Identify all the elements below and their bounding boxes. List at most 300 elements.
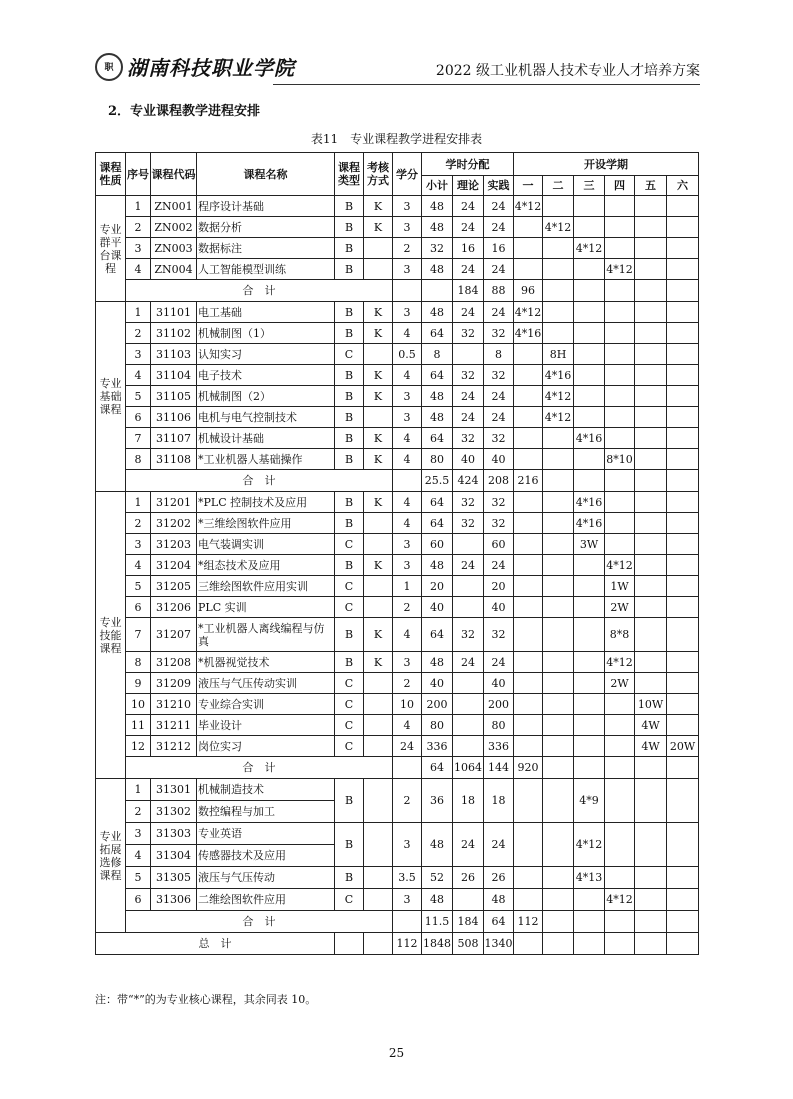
sem-6-cell — [667, 323, 699, 344]
subtotal-value: 112 — [514, 911, 543, 933]
sem-6-cell — [667, 576, 699, 597]
type-cell: B — [335, 823, 364, 867]
code-cell: 31301 — [151, 779, 197, 801]
sem-cell — [667, 757, 699, 779]
sem-2-cell: 8H — [543, 344, 574, 365]
sem-4-cell — [605, 534, 635, 555]
sem-cell — [605, 470, 635, 492]
sem-6-cell — [667, 889, 699, 911]
category-cell: 专业拓展选修课程 — [96, 779, 126, 933]
sem-1-cell — [514, 889, 543, 911]
credit-cell: 0.5 — [393, 344, 422, 365]
seq-cell: 7 — [126, 618, 151, 652]
sem-2-cell — [543, 492, 574, 513]
sem-1-cell — [514, 217, 543, 238]
hours-total-cell: 48 — [422, 302, 453, 323]
sem-5-cell — [635, 673, 667, 694]
sem-5-cell — [635, 323, 667, 344]
table-row — [96, 323, 699, 344]
exam-cell — [364, 407, 393, 428]
seq-cell: 3 — [126, 823, 151, 845]
sem-4-cell: 8*10 — [605, 449, 635, 470]
sem-1-cell — [514, 365, 543, 386]
subtotal-value: 96 — [514, 280, 543, 302]
seq-cell: 5 — [126, 576, 151, 597]
table-row — [96, 779, 699, 801]
code-cell: 31107 — [151, 428, 197, 449]
sem-1-cell — [514, 673, 543, 694]
school-logo — [95, 52, 295, 81]
sem-4-cell — [605, 715, 635, 736]
sem-6-cell — [667, 344, 699, 365]
sem-2-cell — [543, 652, 574, 673]
sem-6-cell — [667, 673, 699, 694]
code-cell: 31203 — [151, 534, 197, 555]
type-cell: B — [335, 386, 364, 407]
sem-4-cell — [605, 694, 635, 715]
hours-practice-cell: 24 — [484, 823, 514, 867]
subtotal-label: 合 计 — [126, 470, 393, 492]
exam-cell — [364, 259, 393, 280]
sem-cell — [667, 470, 699, 492]
subtotal-label: 合 计 — [126, 280, 393, 302]
code-cell: 31108 — [151, 449, 197, 470]
sem-3-cell — [574, 302, 605, 323]
subtotal-value: 216 — [514, 470, 543, 492]
col-sem-3: 三 — [574, 176, 605, 196]
hours-theory-cell: 16 — [453, 238, 484, 259]
credit-cell: 4 — [393, 428, 422, 449]
sem-6-cell — [667, 238, 699, 259]
seq-cell: 8 — [126, 652, 151, 673]
sem-5-cell — [635, 823, 667, 867]
exam-cell — [364, 238, 393, 259]
exam-cell: K — [364, 196, 393, 217]
sem-6-cell — [667, 823, 699, 867]
hours-total-cell: 32 — [422, 238, 453, 259]
total-value: 508 — [453, 933, 484, 955]
seq-cell: 4 — [126, 365, 151, 386]
sem-cell — [514, 933, 543, 955]
sem-cell — [574, 470, 605, 492]
subtotal-value: 184 — [453, 911, 484, 933]
hours-practice-cell: 24 — [484, 259, 514, 280]
course-name-cell: 机械制造技术 — [197, 779, 335, 801]
hours-theory-cell — [453, 694, 484, 715]
course-name-cell: *PLC 控制技术及应用 — [197, 492, 335, 513]
code-cell: 31103 — [151, 344, 197, 365]
table-row — [96, 513, 699, 534]
sem-2-cell — [543, 449, 574, 470]
hours-theory-cell: 24 — [453, 217, 484, 238]
type-cell: B — [335, 217, 364, 238]
course-name-cell: *工业机器人离线编程与仿真 — [197, 618, 335, 652]
exam-cell — [393, 470, 422, 492]
code-cell: 31211 — [151, 715, 197, 736]
sem-6-cell — [667, 492, 699, 513]
sem-6-cell — [667, 302, 699, 323]
credit-cell: 3 — [393, 217, 422, 238]
credit-cell: 10 — [393, 694, 422, 715]
sem-cell — [543, 911, 574, 933]
school-name: 湖南科技职业学院 — [127, 56, 295, 80]
category-cell: 专业群平台课程 — [96, 196, 126, 302]
credit-cell: 3.5 — [393, 867, 422, 889]
type-cell: B — [335, 492, 364, 513]
exam-cell: K — [364, 449, 393, 470]
exam-cell: K — [364, 555, 393, 576]
code-cell: 31202 — [151, 513, 197, 534]
hours-theory-cell: 24 — [453, 407, 484, 428]
col-semester: 开设学期 — [514, 153, 699, 176]
page-header — [95, 52, 700, 88]
hours-total-cell: 48 — [422, 652, 453, 673]
code-cell: 31206 — [151, 597, 197, 618]
col-code: 课程代码 — [151, 153, 197, 196]
seq-cell: 3 — [126, 238, 151, 259]
code-cell: 31106 — [151, 407, 197, 428]
hours-practice-cell: 24 — [484, 407, 514, 428]
table-row — [96, 344, 699, 365]
code-cell: ZN003 — [151, 238, 197, 259]
hours-total-cell: 336 — [422, 736, 453, 757]
credit-cell: 4 — [393, 715, 422, 736]
type-cell: B — [335, 513, 364, 534]
sem-1-cell — [514, 823, 543, 867]
seq-cell: 12 — [126, 736, 151, 757]
sem-1-cell — [514, 238, 543, 259]
sem-4-cell — [605, 428, 635, 449]
credit-cell: 4 — [393, 449, 422, 470]
sem-1-cell — [514, 555, 543, 576]
table-row — [96, 302, 699, 323]
sem-1-cell — [514, 694, 543, 715]
type-cell: B — [335, 196, 364, 217]
hours-total-cell: 48 — [422, 386, 453, 407]
table-row — [96, 694, 699, 715]
course-name-cell: *三维绘图软件应用 — [197, 513, 335, 534]
hours-practice-cell: 32 — [484, 492, 514, 513]
course-name-cell: 数据标注 — [197, 238, 335, 259]
hours-practice-cell: 40 — [484, 673, 514, 694]
course-name-cell: 机械制图（1） — [197, 323, 335, 344]
sem-cell — [635, 280, 667, 302]
code-cell: ZN004 — [151, 259, 197, 280]
hours-theory-cell: 24 — [453, 386, 484, 407]
sem-3-cell — [574, 597, 605, 618]
sem-4-cell — [605, 492, 635, 513]
sem-4-cell — [605, 779, 635, 823]
document-title: 2022 级工业机器人技术专业人才培养方案 — [435, 63, 700, 79]
sem-5-cell — [635, 344, 667, 365]
sem-5-cell — [635, 386, 667, 407]
type-cell: B — [335, 867, 364, 889]
seq-cell: 2 — [126, 323, 151, 344]
course-name-cell: 专业英语 — [197, 823, 335, 845]
hours-practice-cell: 24 — [484, 196, 514, 217]
total-value: 112 — [393, 933, 422, 955]
sem-1-cell — [514, 386, 543, 407]
type-cell: B — [335, 428, 364, 449]
sem-5-cell — [635, 428, 667, 449]
hours-total-cell: 40 — [422, 673, 453, 694]
col-exam: 考核方式 — [364, 153, 393, 196]
hours-practice-cell: 8 — [484, 344, 514, 365]
code-cell: 31101 — [151, 302, 197, 323]
type-cell: B — [335, 779, 364, 823]
sem-6-cell — [667, 694, 699, 715]
hours-theory-cell — [453, 576, 484, 597]
exam-cell — [364, 694, 393, 715]
credit-cell: 4 — [393, 513, 422, 534]
code-cell: 31212 — [151, 736, 197, 757]
hours-total-cell: 48 — [422, 407, 453, 428]
sem-6-cell — [667, 386, 699, 407]
sem-5-cell — [635, 534, 667, 555]
sem-2-cell — [543, 534, 574, 555]
subtotal-row — [96, 280, 699, 302]
sem-4-cell: 4*12 — [605, 259, 635, 280]
total-value: 1848 — [422, 933, 453, 955]
exam-cell — [364, 736, 393, 757]
table-row — [96, 492, 699, 513]
credit-cell: 2 — [393, 238, 422, 259]
exam-cell: K — [364, 428, 393, 449]
sem-3-cell — [574, 618, 605, 652]
sem-cell — [574, 933, 605, 955]
sem-4-cell — [605, 513, 635, 534]
subtotal-row — [96, 470, 699, 492]
credit-cell: 2 — [393, 779, 422, 823]
seq-cell: 6 — [126, 597, 151, 618]
sem-6-cell — [667, 407, 699, 428]
sem-3-cell — [574, 344, 605, 365]
subtotal-row — [96, 757, 699, 779]
sem-3-cell — [574, 323, 605, 344]
subtotal-value: 11.5 — [422, 911, 453, 933]
page-number: 25 — [388, 1046, 405, 1060]
sem-1-cell — [514, 652, 543, 673]
type-cell: B — [335, 259, 364, 280]
code-cell: 31104 — [151, 365, 197, 386]
exam-cell: K — [364, 302, 393, 323]
exam-cell: K — [364, 323, 393, 344]
hours-theory-cell: 32 — [453, 365, 484, 386]
category-cell: 专业技能课程 — [96, 492, 126, 779]
sem-cell — [605, 911, 635, 933]
sem-1-cell — [514, 492, 543, 513]
sem-5-cell — [635, 555, 667, 576]
sem-4-cell — [605, 365, 635, 386]
hours-practice-cell: 20 — [484, 576, 514, 597]
hours-theory-cell — [453, 736, 484, 757]
sem-5-cell — [635, 576, 667, 597]
sem-2-cell — [543, 694, 574, 715]
sem-6-cell — [667, 652, 699, 673]
seq-cell: 3 — [126, 344, 151, 365]
sem-4-cell: 4*12 — [605, 889, 635, 911]
exam-cell — [364, 889, 393, 911]
hours-theory-cell: 32 — [453, 492, 484, 513]
hours-total-cell: 200 — [422, 694, 453, 715]
sem-4-cell: 2W — [605, 597, 635, 618]
sem-3-cell: 4*16 — [574, 513, 605, 534]
hours-theory-cell — [453, 597, 484, 618]
col-theory: 理论 — [453, 176, 484, 196]
seq-cell: 1 — [126, 196, 151, 217]
type-cell: C — [335, 344, 364, 365]
type-cell: B — [335, 555, 364, 576]
table-row — [96, 597, 699, 618]
code-cell: 31105 — [151, 386, 197, 407]
sem-3-cell — [574, 576, 605, 597]
table-row — [96, 449, 699, 470]
sem-2-cell — [543, 673, 574, 694]
sem-2-cell — [543, 513, 574, 534]
credit-cell: 3 — [393, 652, 422, 673]
seq-cell: 1 — [126, 302, 151, 323]
sem-6-cell — [667, 867, 699, 889]
sem-2-cell — [543, 238, 574, 259]
sem-3-cell — [574, 673, 605, 694]
exam-cell — [393, 280, 422, 302]
sem-1-cell: 4*16 — [514, 323, 543, 344]
sem-cell — [667, 933, 699, 955]
code-cell: 31102 — [151, 323, 197, 344]
hours-total-cell: 48 — [422, 555, 453, 576]
sem-4-cell — [605, 302, 635, 323]
sem-cell — [543, 757, 574, 779]
sem-5-cell — [635, 597, 667, 618]
sem-3-cell — [574, 259, 605, 280]
code-cell: ZN002 — [151, 217, 197, 238]
exam-cell — [364, 933, 393, 955]
subtotal-value: 64 — [484, 911, 514, 933]
course-name-cell: 传感器技术及应用 — [197, 845, 335, 867]
hours-practice-cell: 26 — [484, 867, 514, 889]
hours-total-cell: 80 — [422, 449, 453, 470]
sem-2-cell — [543, 555, 574, 576]
col-type: 课程类型 — [335, 153, 364, 196]
sem-2-cell — [543, 779, 574, 823]
exam-cell — [364, 715, 393, 736]
subtotal-value: 88 — [484, 280, 514, 302]
sem-2-cell — [543, 428, 574, 449]
course-name-cell: 电子技术 — [197, 365, 335, 386]
sem-1-cell — [514, 534, 543, 555]
type-cell: B — [335, 407, 364, 428]
hours-total-cell: 8 — [422, 344, 453, 365]
hours-total-cell: 64 — [422, 323, 453, 344]
sem-cell — [574, 757, 605, 779]
sem-5-cell: 4W — [635, 736, 667, 757]
section-title: 2．专业课程教学进程安排 — [108, 104, 261, 119]
col-hours: 学时分配 — [422, 153, 514, 176]
subtotal-label: 合 计 — [126, 911, 393, 933]
hours-total-cell: 48 — [422, 259, 453, 280]
sem-6-cell — [667, 217, 699, 238]
course-name-cell: 专业综合实训 — [197, 694, 335, 715]
total-label: 总 计 — [96, 933, 335, 955]
sem-1-cell — [514, 576, 543, 597]
hours-practice-cell: 24 — [484, 652, 514, 673]
sem-4-cell: 4*12 — [605, 652, 635, 673]
sem-cell — [635, 757, 667, 779]
course-name-cell: 三维绘图软件应用实训 — [197, 576, 335, 597]
course-name-cell: *机器视觉技术 — [197, 652, 335, 673]
sem-6-cell — [667, 534, 699, 555]
sem-2-cell: 4*16 — [543, 365, 574, 386]
table-row — [96, 576, 699, 597]
table-row — [96, 652, 699, 673]
sem-2-cell: 4*12 — [543, 217, 574, 238]
sem-6-cell — [667, 513, 699, 534]
hours-practice-cell: 32 — [484, 323, 514, 344]
sem-4-cell — [605, 217, 635, 238]
course-name-cell: 电机与电气控制技术 — [197, 407, 335, 428]
sem-5-cell — [635, 238, 667, 259]
credit-cell: 3 — [393, 259, 422, 280]
code-cell: ZN001 — [151, 196, 197, 217]
sem-1-cell — [514, 428, 543, 449]
credit-cell: 24 — [393, 736, 422, 757]
code-cell: 31207 — [151, 618, 197, 652]
sem-5-cell — [635, 889, 667, 911]
sem-1-cell: 4*12 — [514, 302, 543, 323]
sem-5-cell: 4W — [635, 715, 667, 736]
sem-3-cell — [574, 694, 605, 715]
subtotal-value: 920 — [514, 757, 543, 779]
sem-4-cell: 2W — [605, 673, 635, 694]
sem-2-cell — [543, 618, 574, 652]
code-cell: 31204 — [151, 555, 197, 576]
table-row — [96, 407, 699, 428]
exam-cell — [364, 513, 393, 534]
type-cell: B — [335, 238, 364, 259]
sem-cell — [667, 280, 699, 302]
course-name-cell: 机械制图（2） — [197, 386, 335, 407]
seq-cell: 5 — [126, 386, 151, 407]
credit-cell: 2 — [393, 673, 422, 694]
sem-1-cell — [514, 513, 543, 534]
sem-1-cell — [514, 259, 543, 280]
sem-4-cell: 4*12 — [605, 555, 635, 576]
credit-cell: 3 — [393, 555, 422, 576]
exam-cell — [364, 867, 393, 889]
sem-2-cell — [543, 323, 574, 344]
type-cell — [335, 933, 364, 955]
sem-3-cell: 4*16 — [574, 492, 605, 513]
sem-3-cell: 4*13 — [574, 867, 605, 889]
subtotal-value: 424 — [453, 470, 484, 492]
hours-theory-cell: 26 — [453, 867, 484, 889]
sem-6-cell — [667, 597, 699, 618]
seq-cell: 1 — [126, 779, 151, 801]
sem-6-cell — [667, 779, 699, 823]
sem-1-cell — [514, 779, 543, 823]
sem-6-cell — [667, 555, 699, 576]
hours-practice-cell: 40 — [484, 449, 514, 470]
hours-theory-cell: 24 — [453, 259, 484, 280]
course-name-cell: PLC 实训 — [197, 597, 335, 618]
sem-cell — [543, 280, 574, 302]
credit-cell: 3 — [393, 407, 422, 428]
subtotal-value: 144 — [484, 757, 514, 779]
sem-3-cell: 4*12 — [574, 238, 605, 259]
sem-4-cell — [605, 323, 635, 344]
hours-practice-cell: 18 — [484, 779, 514, 823]
exam-cell — [364, 823, 393, 867]
